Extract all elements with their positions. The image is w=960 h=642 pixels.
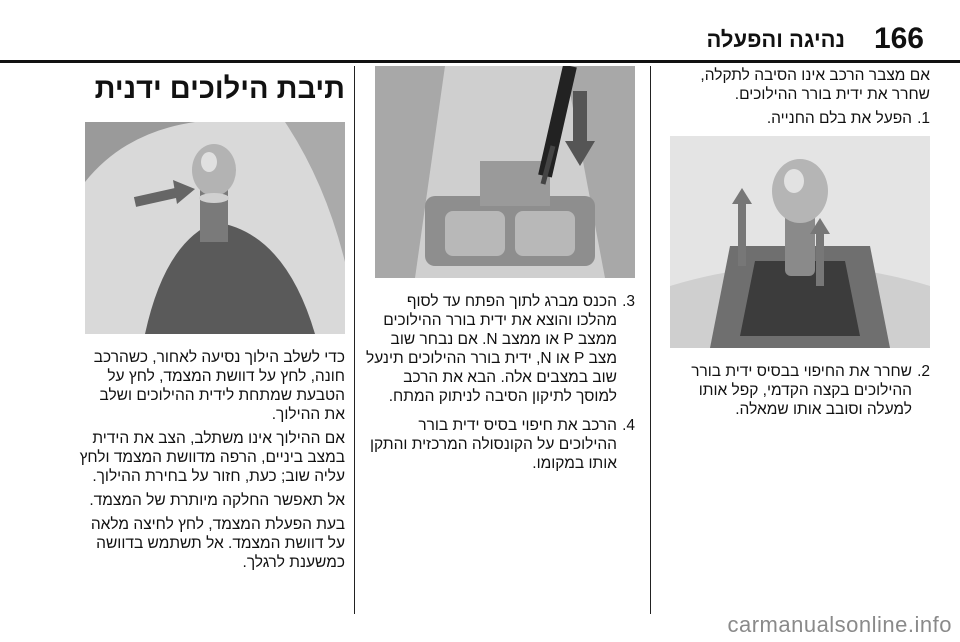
step-text: הכנס מברג לתוך הפתח עד לסוף מהלכו והוצא את ידית בורר ההילוכים ממצב P או ממצב N. אם נבחר שוב מצב P או N, ידית בורר ההילוכים תינעל שוב במצבים אלה. הבא את הרכב למוסך לתיקון הסיבה לניתוק המתח. <box>365 293 617 405</box>
watermark: carmanualsonline.info <box>727 612 952 637</box>
page-header <box>0 22 960 62</box>
step-text: הפעל את בלם החנייה. <box>766 110 912 127</box>
shifter-base-illustration <box>670 136 930 348</box>
manual-gear-photo <box>85 122 345 334</box>
paragraph-1: כדי לשלב הילוך נסיעה לאחור, כשהרכב חונה, לחץ על דוושת המצמד, לחץ על הטבעת שמתחת לידית ההילוכים ושלב את ההילוך. <box>93 349 345 423</box>
screwdriver-photo <box>375 66 635 278</box>
step-number: 2. <box>917 363 930 380</box>
step-1 <box>660 109 930 128</box>
step-number: 3. <box>622 293 635 310</box>
section-title: תיבת הילוכים ידנית <box>94 73 345 105</box>
running-title: נהיגה והפעלה <box>706 27 845 52</box>
step-4 <box>363 416 635 473</box>
shifter-base-photo <box>670 136 930 348</box>
step-number: 1. <box>917 110 930 127</box>
step-text: הרכב את חיפוי בסיס ידית בורר ההילוכים על הקונסולה המרכזית והתקן אותו במקומו. <box>370 417 617 472</box>
paragraph-2: אם ההילוך אינו משתלב, הצב את הידית במצב ביניים, הרפה מדוושת המצמד ולחץ עליה שוב; כעת, חזור על בחירת ההילוך. <box>79 430 345 485</box>
step-number: 4. <box>622 417 635 434</box>
screwdriver-illustration <box>375 66 635 278</box>
header-rule <box>0 60 960 63</box>
manual-gear-illustration <box>85 122 345 334</box>
column-divider <box>354 66 355 614</box>
step-2 <box>660 362 930 419</box>
column-divider <box>650 66 651 614</box>
step-3 <box>363 292 635 406</box>
column-right <box>660 66 930 614</box>
paragraph-4: בעת הפעלת המצמד, לחץ לחיצה מלאה על דוושת המצמד. אל תשתמש בדוושה כמשענת לרגלך. <box>90 516 345 571</box>
column-middle <box>363 66 635 614</box>
intro-paragraph: אם מצבר הרכב אינו הסיבה לתקלה, שחרר את ידית בורר ההילוכים. <box>700 67 930 103</box>
step-text: שחרר את החיפוי בבסיס ידית בורר ההילוכים בקצה הקדמי, קפל אותו למעלה וסובב אותו שמאלה. <box>691 363 912 418</box>
paragraph-3: אל תאפשר החלקה מיותרת של המצמד. <box>89 492 345 509</box>
page-number: 166 <box>873 22 924 55</box>
column-left <box>75 66 345 614</box>
